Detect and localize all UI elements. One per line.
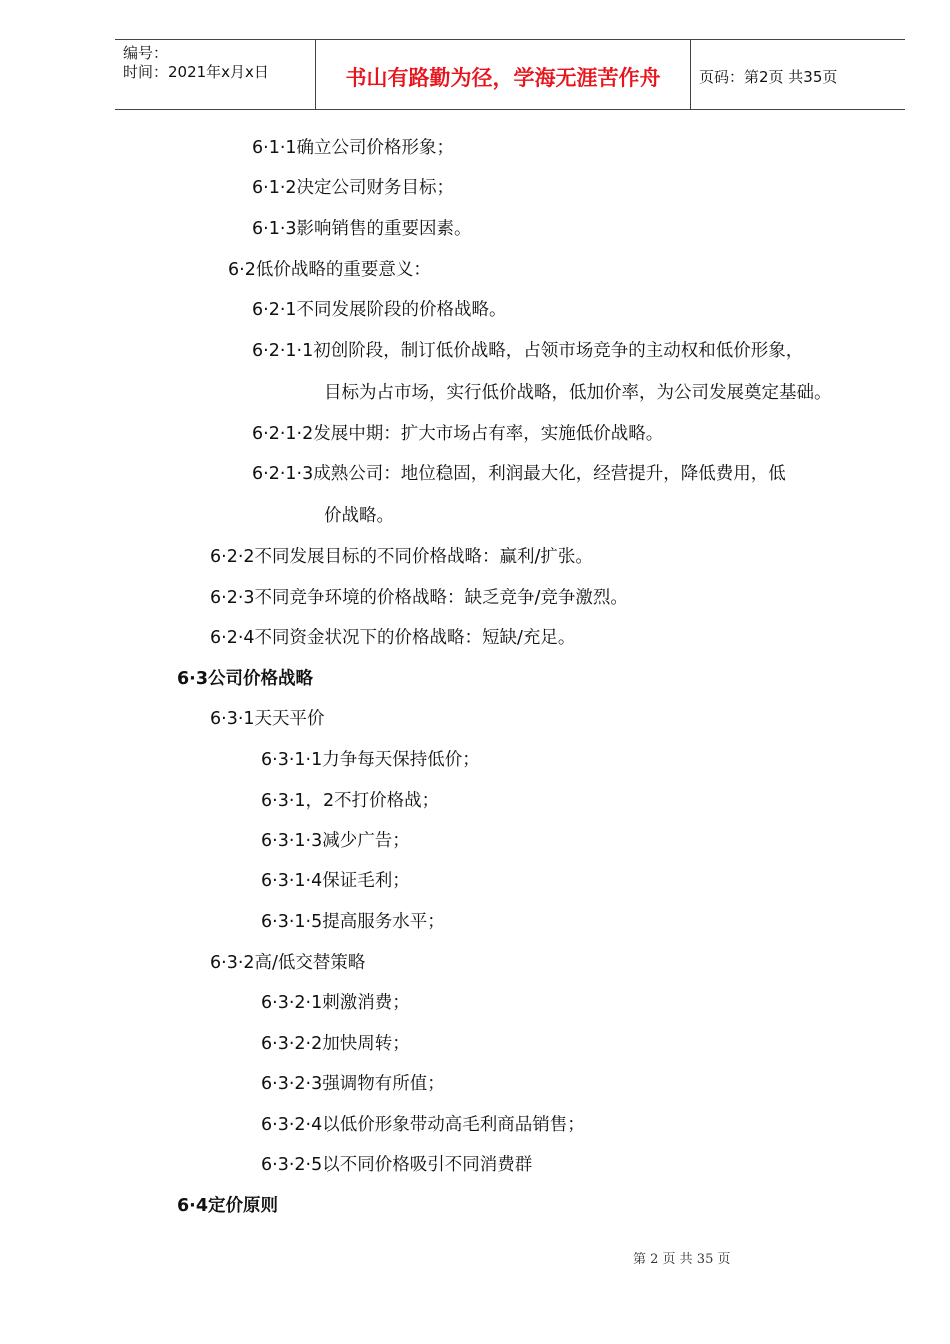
outline-item: 6·2·3不同竞争环境的价格战略：缺乏竞争/竞争激烈。	[210, 588, 628, 608]
outline-item: 6·3·2高/低交替策略	[210, 953, 366, 973]
page-header	[115, 39, 905, 110]
outline-item: 6·3·2·2加快周转；	[261, 1034, 410, 1054]
code-label: 编号：	[123, 44, 169, 62]
outline-item: 6·3·2·1刺激消费；	[261, 993, 410, 1013]
outline-item: 6·3·2·3强调物有所值；	[261, 1074, 445, 1094]
outline-item: 6·2·1·2发展中期：扩大市场占有率，实施低价战略。	[252, 424, 664, 444]
outline-item: 6·2·1·3成熟公司：地位稳固，利润最大化，经营提升，降低费用，低	[252, 464, 786, 484]
header-motto-cell	[315, 40, 691, 109]
outline-item: 6·3·1·5提高服务水平；	[261, 912, 445, 932]
outline-item: 6·3·1·1力争每天保持低价；	[261, 750, 480, 770]
section-heading: 6·3公司价格战略	[177, 669, 314, 689]
outline-item: 6·3·1·4保证毛利；	[261, 871, 410, 891]
outline-item: 6·1·1确立公司价格形象；	[252, 138, 455, 158]
outline-item: 6·3·1天天平价	[210, 709, 325, 729]
outline-item: 6·3·2·4以低价形象带动高毛利商品销售；	[261, 1115, 585, 1135]
section-heading: 6·4定价原则	[177, 1196, 279, 1216]
outline-item: 6·3·1，2不打价格战；	[261, 791, 440, 811]
time-label: 时间：2021年x月x日	[123, 63, 269, 81]
motto: 书山有路勤为径，学海无涯苦作舟	[345, 65, 661, 90]
outline-item: 6·2·2不同发展目标的不同价格战略：赢利/扩张。	[210, 547, 593, 567]
page-label: 页码：第2页 共35页	[699, 68, 838, 86]
outline-item-continuation: 价战略。	[324, 506, 394, 526]
outline-heading: 6·2低价战略的重要意义：	[228, 260, 431, 280]
outline-item: 6·2·4不同资金状况下的价格战略：短缺/充足。	[210, 628, 576, 648]
outline-item: 6·3·1·3减少广告；	[261, 831, 410, 851]
outline-item: 6·1·2决定公司财务目标；	[252, 178, 455, 198]
outline-item: 6·3·2·5以不同价格吸引不同消费群	[261, 1155, 533, 1175]
outline-item: 6·1·3影响销售的重要因素。	[252, 219, 472, 239]
header-meta-cell	[115, 40, 315, 109]
outline-item-continuation: 目标为占市场，实行低价战略，低加价率，为公司发展奠定基础。	[324, 383, 832, 403]
page-footer: 第 2 页 共 35 页	[633, 1252, 731, 1267]
outline-item: 6·2·1不同发展阶段的价格战略。	[252, 300, 507, 320]
header-page-cell	[691, 40, 905, 109]
outline-item: 6·2·1·1初创阶段，制订低价战略，占领市场竞争的主动权和低价形象，	[252, 341, 804, 361]
